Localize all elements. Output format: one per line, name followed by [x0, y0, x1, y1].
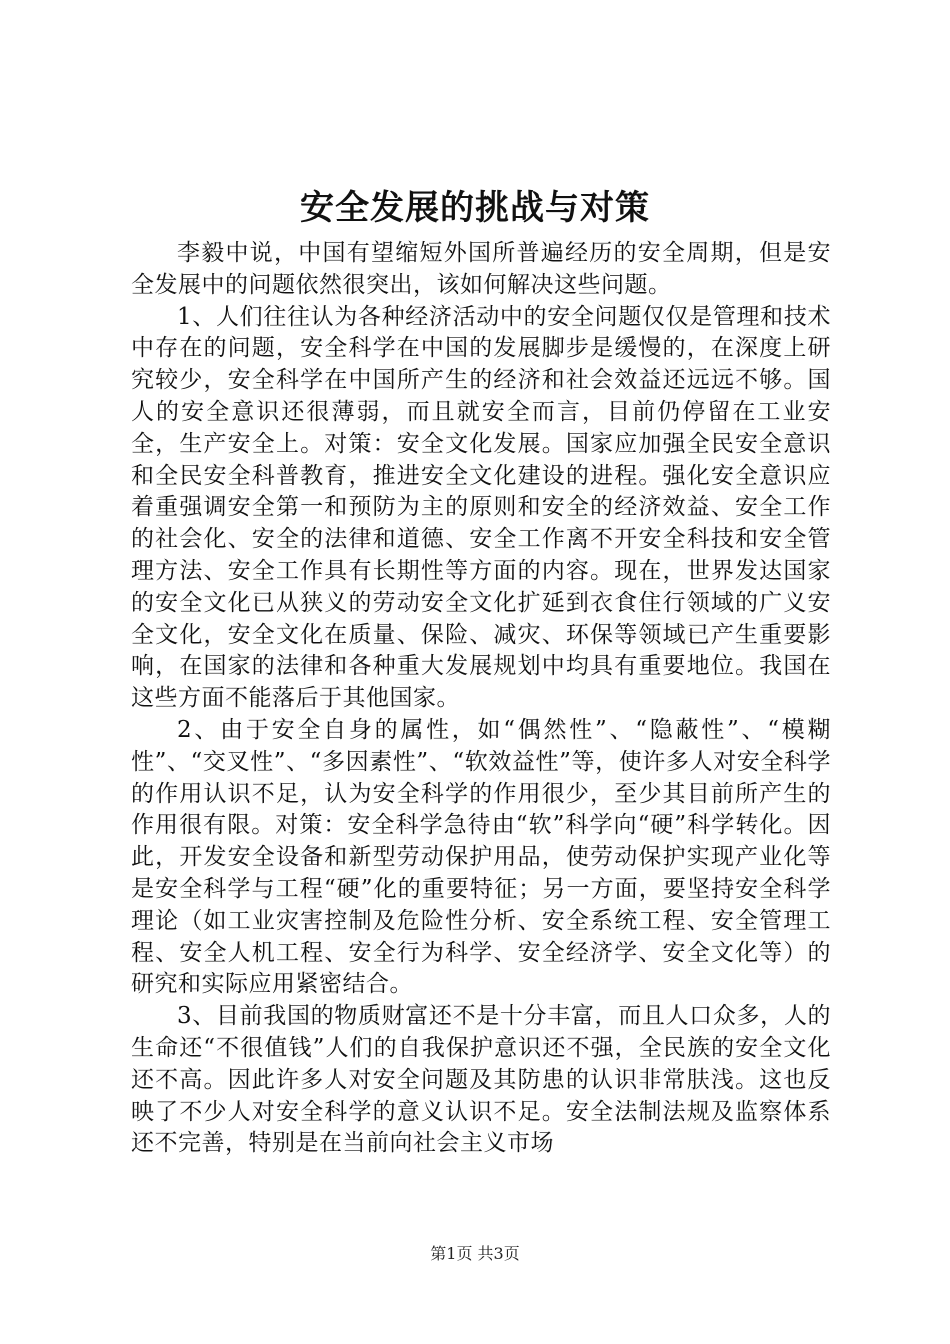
paragraph-point-1: 1、人们往往认为各种经济活动中的安全问题仅仅是管理和技术中存在的问题，安全科学在中国的发展脚步是缓慢的，在深度上研究较少，安全科学在中国所产生的经济和社会效益还远远不够。国人的安全意识还很薄弱，而且就安全而言，目前仍停留在工业安全，生产安全上。对策：安全文化发展。国家应加强全民安全意识和全民安全科普教育，推进安全文化建设的进程。强化安全意识应着重强调安全第一和预防为主的原则和安全的经济效益、安全工作的社会化、安全的法律和道德、安全工作离不开安全科技和安全管理方法、安全工作具有长期性等方面的内容。现在，世界发达国家的安全文化已从狭义的劳动安全文化扩延到衣食住行领域的广义安全文化，安全文化在质量、保险、减灾、环保等领域已产生重要影响，在国家的法律和各种重大发展规划中均具有重要地位。我国在这些方面不能落后于其他国家。 [131, 303, 831, 712]
paragraph-point-2: 2、由于安全自身的属性，如“偶然性”、“隐蔽性”、“模糊性”、“交叉性”、“多因素性”、“软效益性”等，使许多人对安全科学的作用认识不足，认为安全科学的作用很少，至少其目前所产生的作用很有限。对策：安全科学急待由“软”科学向“硬”科学转化。因此，开发安全设备和新型劳动保护用品，使劳动保护实现产业化等是安全科学与工程“硬”化的重要特征；另一方面，要坚持安全科学理论（如工业灾害控制及危险性分析、安全系统工程、安全管理工程、安全人机工程、安全行为科学、安全经济学、安全文化等）的研究和实际应用紧密结合。 [131, 716, 831, 998]
document-body [131, 238, 831, 1160]
paragraph-point-3: 3、目前我国的物质财富还不是十分丰富，而且人口众多，人的生命还“不很值钱”人们的自我保护意识还不强，全民族的安全文化还不高。因此许多人对安全问题及其防患的认识非常肤浅。这也反映了不少人对安全科学的意义认识不足。安全法制法规及监察体系还不完善，特别是在当前向社会主义市场 [131, 1003, 831, 1157]
paragraph-intro: 李毅中说，中国有望缩短外国所普遍经历的安全周期，但是安全发展中的问题依然很突出，该如何解决这些问题。 [131, 240, 831, 298]
document-title: 安全发展的挑战与对策 [300, 188, 650, 228]
page-number-footer: 第1页 共3页 [430, 1244, 520, 1263]
